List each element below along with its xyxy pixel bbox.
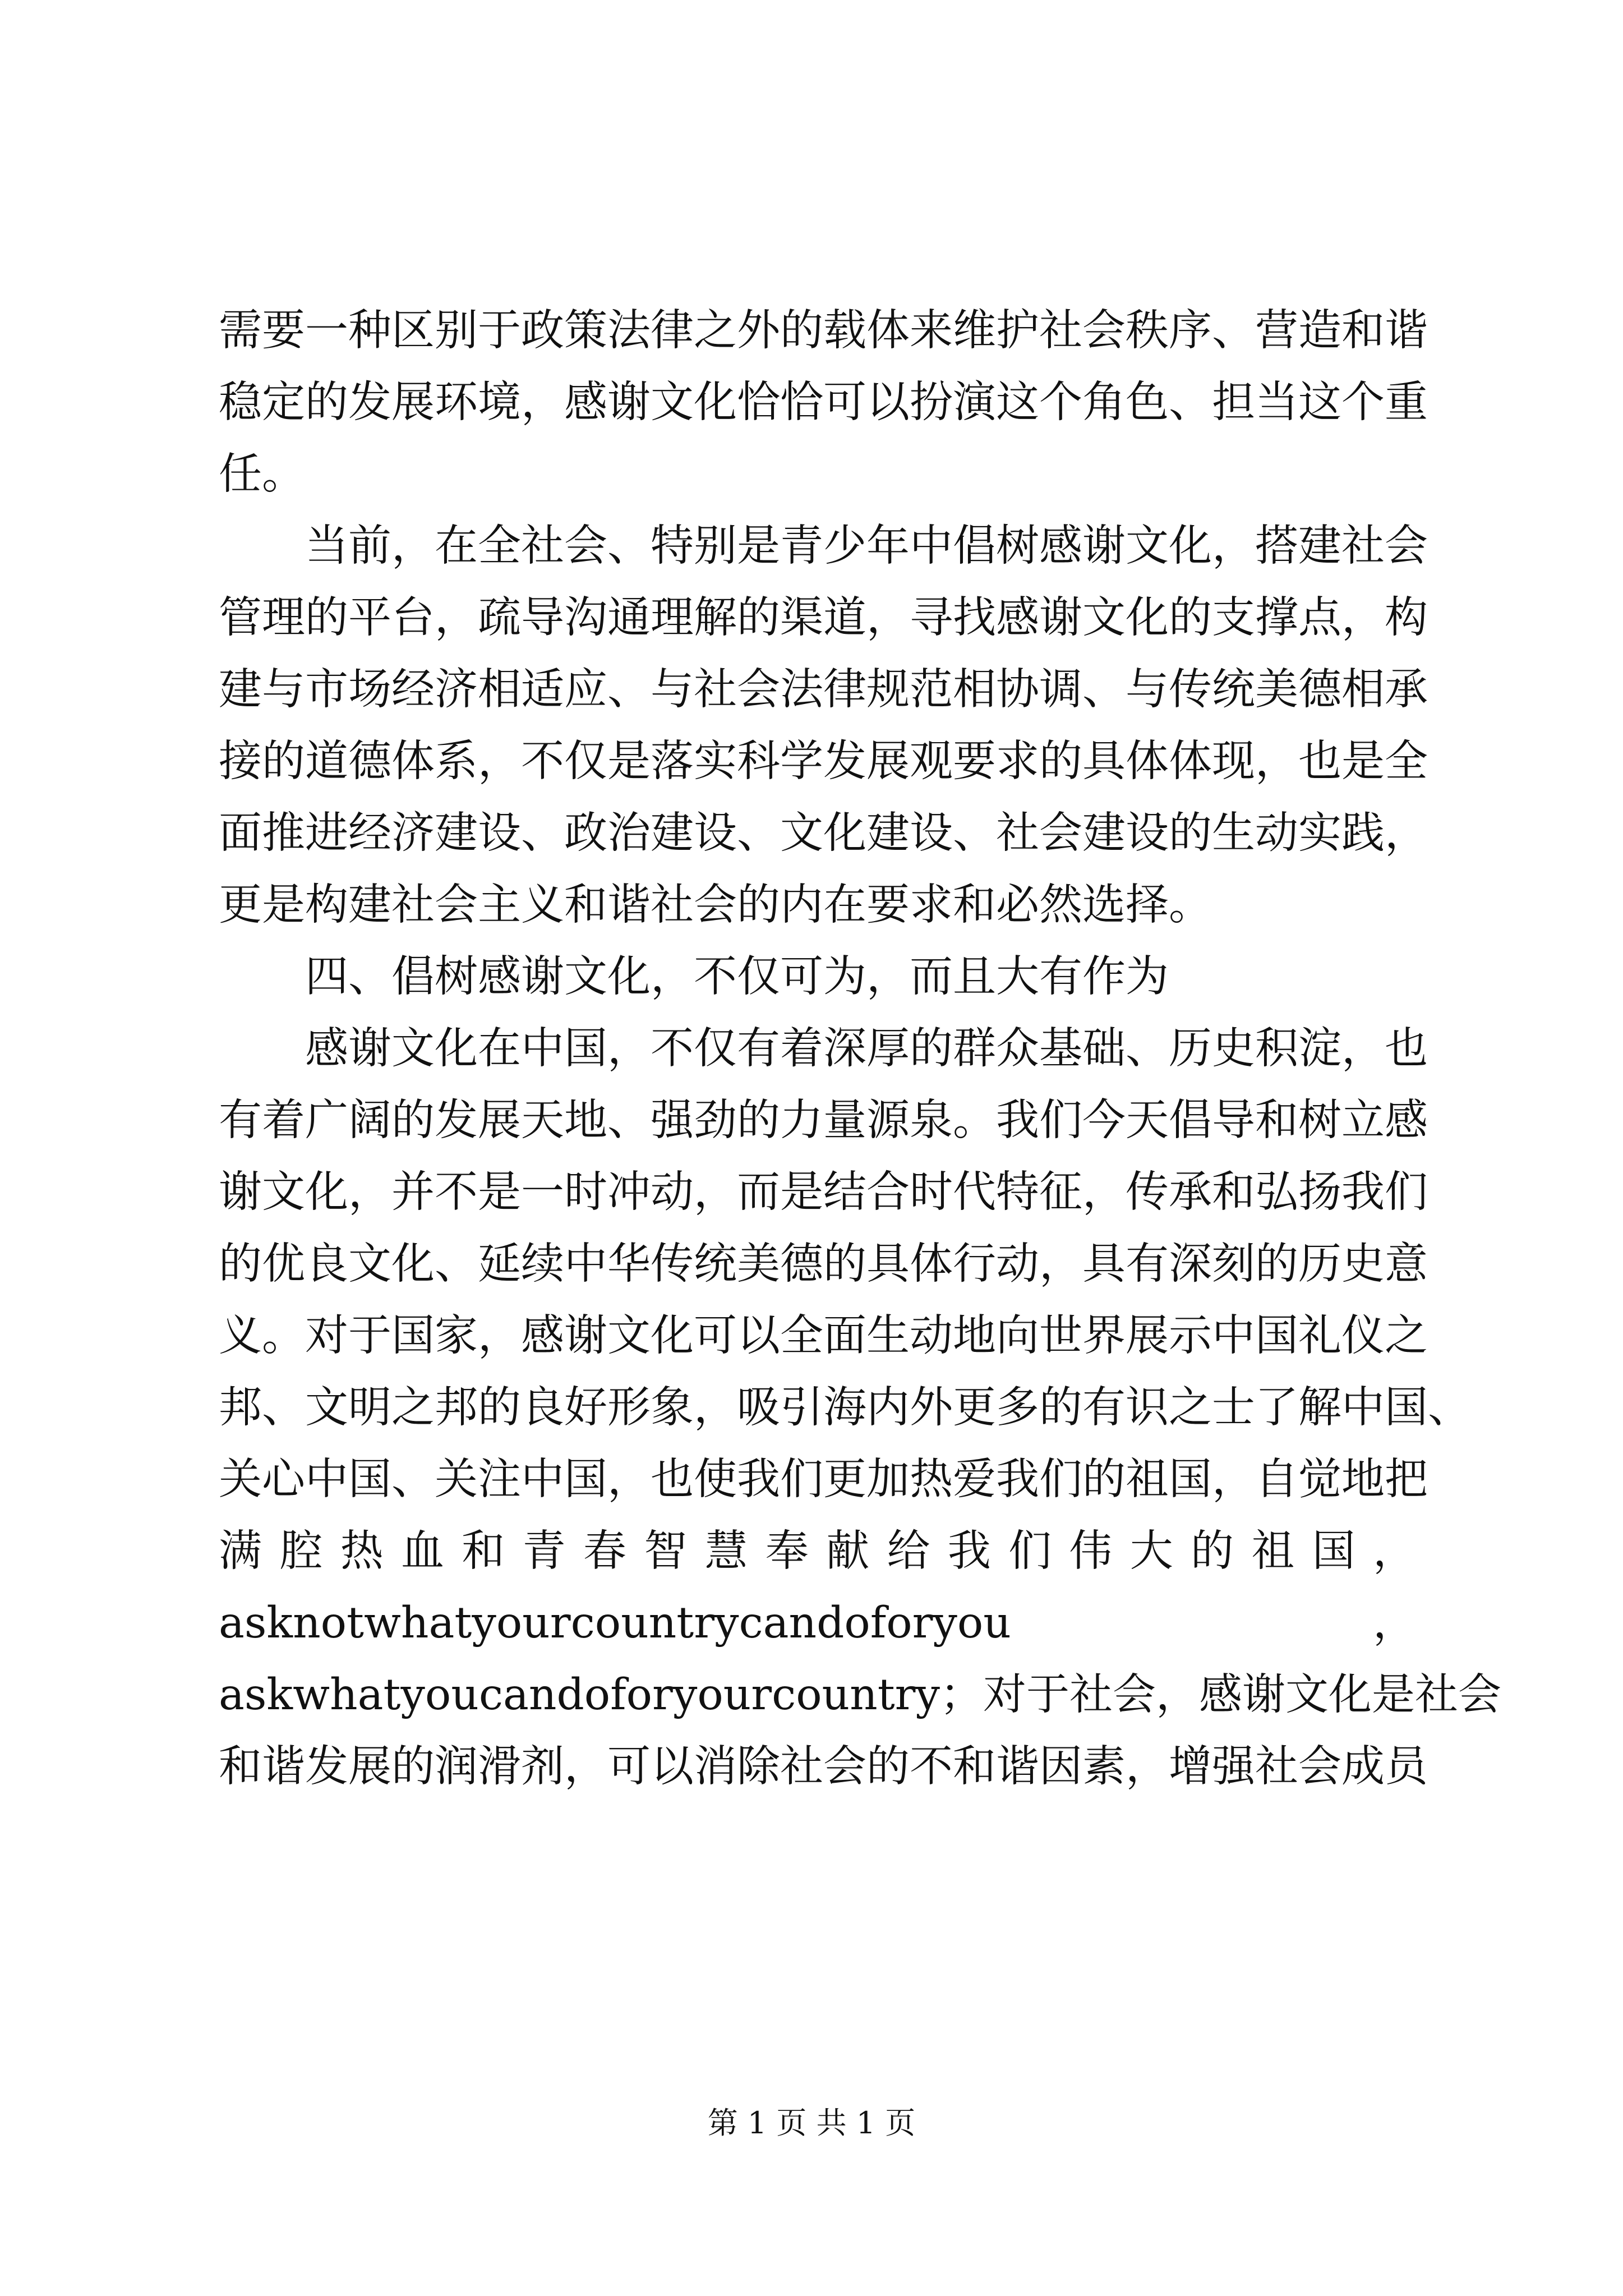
justified-char: 青 <box>522 1526 566 1576</box>
justified-char: 和 <box>462 1526 505 1576</box>
justified-char: 慧 <box>704 1526 748 1576</box>
trailing-comma: ， <box>1373 1598 1416 1648</box>
text-line: 稳定的发展环境，感谢文化恰恰可以扮演这个角色、担当这个重 <box>219 378 1428 427</box>
text-line: 面推进经济建设、政治建设、文化建设、社会建设的生动实践， <box>219 808 1428 858</box>
text-line: 有着广阔的发展天地、强劲的力量源泉。我们今天倡导和树立感 <box>219 1096 1428 1145</box>
text-line-english <box>219 1590 1416 1657</box>
text-line: 义。对于国家，感谢文化可以全面生动地向世界展示中国礼仪之 <box>219 1311 1428 1361</box>
justified-char: 春 <box>583 1526 626 1576</box>
justified-char: 们 <box>1008 1526 1052 1576</box>
text-line: 和谐发展的润滑剂，可以消除社会的不和谐因素，增强社会成员 <box>219 1742 1428 1792</box>
justified-char: 我 <box>947 1526 991 1576</box>
justified-char: ， <box>1372 1526 1416 1576</box>
justified-char: 满 <box>219 1526 262 1576</box>
text-line-justified <box>219 1518 1416 1585</box>
text-line: 接的道德体系，不仅是落实科学发展观要求的具体体现，也是全 <box>219 737 1428 786</box>
justified-char: 大 <box>1129 1526 1173 1576</box>
text-line: 任。 <box>219 449 305 499</box>
text-line: 更是构建社会主义和谐社会的内在要求和必然选择。 <box>219 880 1212 930</box>
text-line: 谢文化，并不是一时冲动，而是结合时代特征，传承和弘扬我们 <box>219 1167 1428 1217</box>
text-line: 的优良文化、延续中华传统美德的具体行动，具有深刻的历史意 <box>219 1239 1428 1289</box>
text-line: 建与市场经济相适应、与社会法律规范相协调、与传统美德相承 <box>219 665 1428 715</box>
justified-char: 的 <box>1191 1526 1234 1576</box>
english-phrase: asknotwhatyourcountrycandoforyou <box>219 1598 1011 1648</box>
text-line: 关心中国、关注中国，也使我们更加热爱我们的祖国，自觉地把 <box>219 1455 1428 1504</box>
justified-char: 智 <box>644 1526 688 1576</box>
justified-char: 伟 <box>1069 1526 1113 1576</box>
justified-char: 国 <box>1312 1526 1355 1576</box>
justified-char: 献 <box>826 1526 870 1576</box>
justified-char: 腔 <box>279 1526 323 1576</box>
text-line: 感谢文化在中国，不仅有着深厚的群众基础、历史积淀，也 <box>219 1024 1428 1074</box>
text-line: 当前，在全社会、特别是青少年中倡树感谢文化，搭建社会 <box>219 521 1428 571</box>
text-line: 需要一种区别于政策法律之外的载体来维护社会秩序、营造和谐 <box>219 306 1428 356</box>
text-line: askwhatyoucandoforyourcountry；对于社会，感谢文化是社会 <box>219 1670 1501 1720</box>
justified-char: 祖 <box>1251 1526 1295 1576</box>
justified-char: 奉 <box>765 1526 809 1576</box>
justified-char: 血 <box>400 1526 444 1576</box>
justified-char: 热 <box>340 1526 384 1576</box>
section-heading: 四、倡树感谢文化，不仅可为，而且大有作为 <box>219 952 1169 1002</box>
text-line: 邦、文明之邦的良好形象，吸引海内外更多的有识之士了解中国、 <box>219 1383 1471 1433</box>
justified-char: 给 <box>887 1526 930 1576</box>
page-footer: 第 1 页 共 1 页 <box>707 2105 916 2141</box>
text-line: 管理的平台，疏导沟通理解的渠道，寻找感谢文化的支撑点，构 <box>219 593 1428 643</box>
